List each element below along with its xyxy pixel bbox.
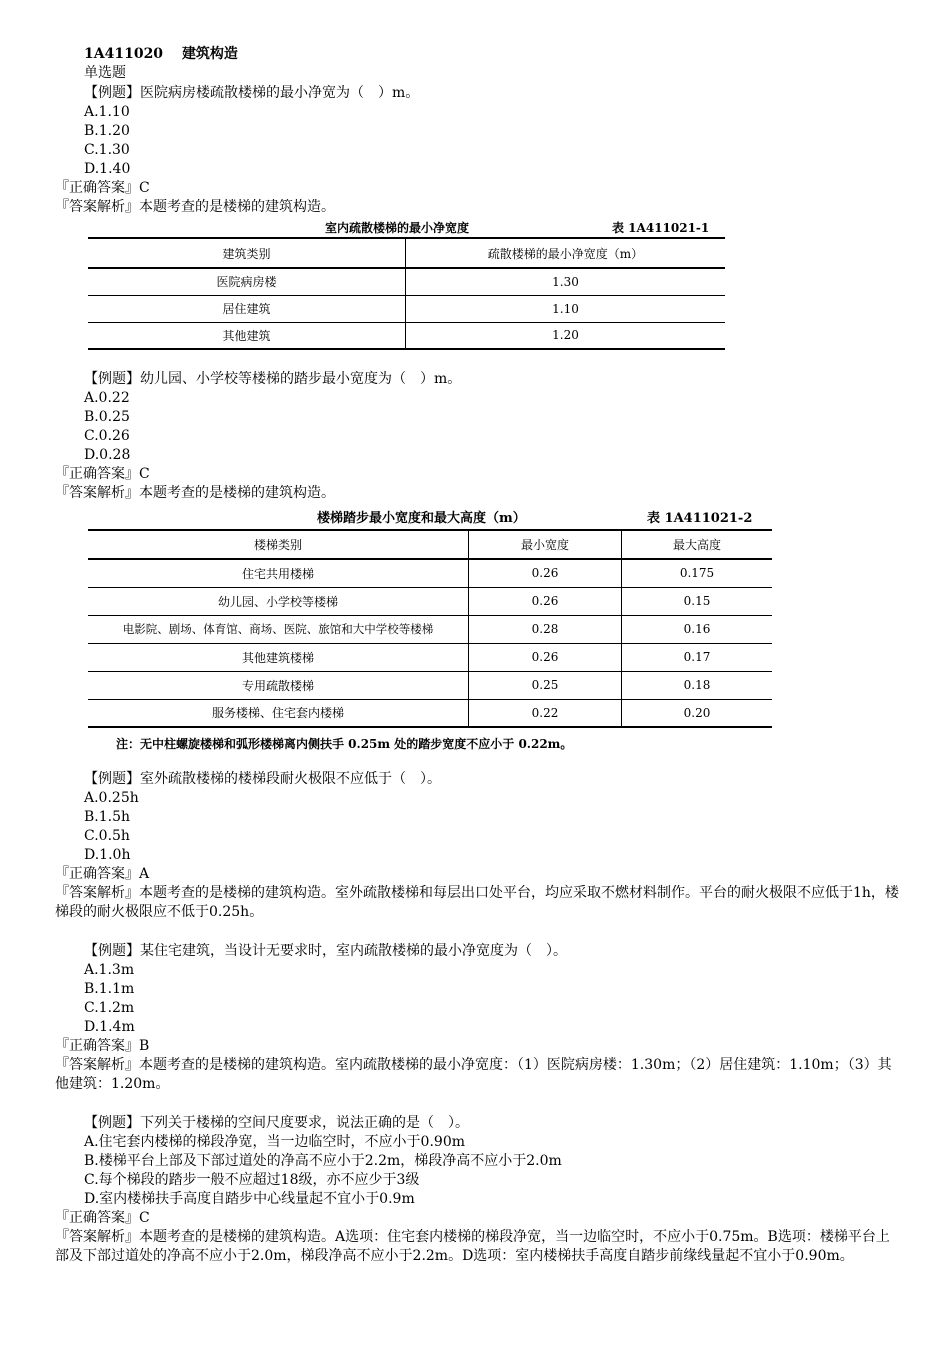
q1-option-b: B.1.20 <box>84 123 130 139</box>
table-cell: 幼儿园、小学校等楼梯 <box>88 587 469 615</box>
q4-analysis: 『答案解析』本题考查的是楼梯的建筑构造。室内疏散楼梯的最小净宽度：（1）医院病房楼：1.30m；（2）居住建筑：1.10m；（3）其他建筑：1.20m。 <box>55 1057 892 1092</box>
table1-header-cell: 疏散楼梯的最小净宽度（m） <box>487 246 644 261</box>
q4-option-b: B.1.1m <box>84 981 135 997</box>
table-row <box>88 559 772 587</box>
table-cell: 专用疏散楼梯 <box>88 671 469 699</box>
q4-answer: 『正确答案』B <box>55 1038 150 1054</box>
table-row <box>88 699 772 727</box>
table2-header-cell: 最小宽度 <box>469 530 622 559</box>
table-cell: 0.20 <box>683 705 711 720</box>
table-cell: 0.26 <box>469 559 622 587</box>
q5-option-b: B.楼梯平台上部及下部过道处的净高不应小于2.2m，梯段净高不应小于2.0m <box>84 1153 562 1169</box>
q3-analysis: 『答案解析』本题考查的是楼梯的建筑构造。室外疏散楼梯和每层出口处平台，均应采取不燃材料制作。平台的耐火极限不应低于1h，楼梯段的耐火极限应不低于0.25h。 <box>55 885 899 920</box>
table2-header-cell: 最大高度 <box>672 538 721 552</box>
q5-stem: 【例题】下列关于楼梯的空间尺度要求，说法正确的是（ ）。 <box>84 1115 469 1131</box>
section-heading <box>84 45 238 64</box>
table-cell: 0.17 <box>683 650 711 664</box>
table-cell: 0.26 <box>469 587 622 615</box>
section-code: 1A411020 <box>84 46 164 62</box>
q1-option-d: D.1.40 <box>84 161 131 177</box>
table1 <box>88 237 725 350</box>
table2-header-row <box>88 530 772 559</box>
q5-answer: 『正确答案』C <box>55 1210 150 1226</box>
q4-option-a: A.1.3m <box>84 962 135 978</box>
table-cell: 1.10 <box>552 301 579 316</box>
q2-answer: 『正确答案』C <box>55 466 150 482</box>
q1-option-a: A.1.10 <box>84 104 130 120</box>
table-cell: 医院病房楼 <box>88 268 406 295</box>
q5-option-a: A.住宅套内楼梯的梯段净宽，当一边临空时，不应小于0.90m <box>84 1134 466 1150</box>
q3-option-d: D.1.0h <box>84 847 131 863</box>
table-cell: 0.28 <box>469 615 622 643</box>
table1-caption: 室内疏散楼梯的最小净宽度 <box>325 221 470 235</box>
table-cell: 0.18 <box>683 678 711 692</box>
table1-number: 表 1A411021-1 <box>612 221 710 235</box>
table-row <box>88 268 725 295</box>
table-cell: 1.30 <box>552 274 579 289</box>
q4-stem: 【例题】某住宅建筑，当设计无要求时，室内疏散楼梯的最小净宽度为（ ）。 <box>84 943 567 959</box>
question-type: 单选题 <box>84 65 126 81</box>
table-cell: 服务楼梯、住宅套内楼梯 <box>88 699 469 727</box>
table2-number: 表 1A411021-2 <box>647 511 753 526</box>
q4-option-c: C.1.2m <box>84 1000 135 1016</box>
table-cell: 0.16 <box>683 622 711 636</box>
table1-header-row <box>88 238 725 268</box>
table-row <box>88 671 772 699</box>
table-cell: 0.15 <box>683 594 711 608</box>
q2-analysis: 『答案解析』本题考查的是楼梯的建筑构造。 <box>55 485 335 501</box>
table2 <box>88 529 772 728</box>
section-title: 建筑构造 <box>181 46 238 62</box>
table-row <box>88 643 772 671</box>
table2-note: 注：无中柱螺旋楼梯和弧形楼梯离内侧扶手 0.25m 处的踏步宽度不应小于 0.22m。 <box>116 737 573 751</box>
table-cell: 0.22 <box>469 699 622 727</box>
q4-option-d: D.1.4m <box>84 1019 135 1035</box>
table-cell: 0.26 <box>469 643 622 671</box>
q5-option-c: C.每个梯段的踏步一般不应超过18级，亦不应少于3级 <box>84 1172 420 1188</box>
q3-option-a: A.0.25h <box>84 790 139 806</box>
table2-header-cell: 楼梯类别 <box>88 530 469 559</box>
table-cell: 居住建筑 <box>88 295 406 322</box>
q5-analysis: 『答案解析』本题考查的是楼梯的建筑构造。A选项：住宅套内楼梯的梯段净宽，当一边临空时，不应小于0.75m。B选项：楼梯平台上部及下部过道处的净高不应小于2.0m，梯段净高不应小于2.2m。D选项：室内楼梯扶手高度自踏步前缘线量起不宜小于0.90m。 <box>55 1229 890 1264</box>
table-cell: 住宅共用楼梯 <box>88 559 469 587</box>
q1-analysis: 『答案解析』本题考查的是楼梯的建筑构造。 <box>55 199 335 215</box>
q2-option-b: B.0.25 <box>84 409 130 425</box>
q2-option-c: C.0.26 <box>84 428 130 444</box>
q1-stem: 【例题】医院病房楼疏散楼梯的最小净宽为（ ）m。 <box>84 85 420 101</box>
q3-option-c: C.0.5h <box>84 828 130 844</box>
table-cell: 0.175 <box>679 566 715 581</box>
table-cell: 1.20 <box>552 328 579 343</box>
q1-option-c: C.1.30 <box>84 142 130 158</box>
q3-stem: 【例题】室外疏散楼梯的楼梯段耐火极限不应低于（ ）。 <box>84 771 441 787</box>
q1-answer: 『正确答案』C <box>55 180 150 196</box>
table-cell: 0.25 <box>469 671 622 699</box>
table-cell: 电影院、剧场、体育馆、商场、医院、旅馆和大中学校等楼梯 <box>88 615 469 643</box>
table-row <box>88 615 772 643</box>
table1-header-cell: 建筑类别 <box>88 238 406 268</box>
table-row <box>88 587 772 615</box>
q5-option-d: D.室内楼梯扶手高度自踏步中心线量起不宜小于0.9m <box>84 1191 415 1207</box>
q2-option-d: D.0.28 <box>84 447 131 463</box>
table-cell: 其他建筑 <box>88 322 406 349</box>
table-row <box>88 322 725 349</box>
q2-stem: 【例题】幼儿园、小学校等楼梯的踏步最小宽度为（ ）m。 <box>84 371 462 387</box>
q3-option-b: B.1.5h <box>84 809 131 825</box>
table-row <box>88 295 725 322</box>
q3-answer: 『正确答案』A <box>55 866 150 882</box>
q2-option-a: A.0.22 <box>84 390 130 406</box>
table-cell: 其他建筑楼梯 <box>88 643 469 671</box>
table2-caption: 楼梯踏步最小宽度和最大高度（m） <box>317 511 526 526</box>
